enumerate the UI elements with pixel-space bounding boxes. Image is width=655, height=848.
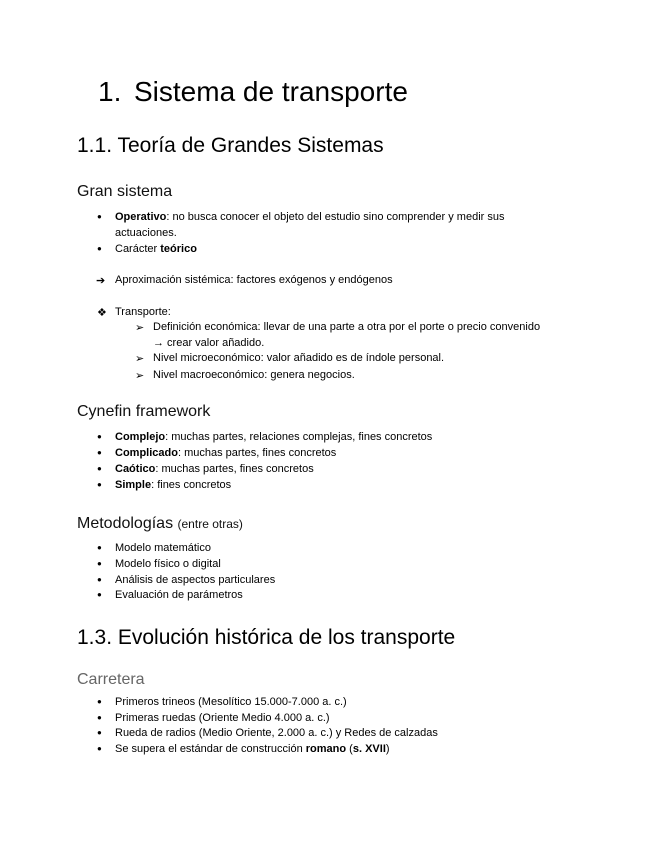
transporte-label: Transporte: bbox=[115, 306, 171, 318]
list-item: Primeros trineos (Mesolítico 15.000-7.000 a. c.) bbox=[115, 696, 347, 708]
list-item-continuation: actuaciones. bbox=[115, 227, 177, 239]
sub-list-item: Nivel microeconómico: valor añadido es de índole personal. bbox=[153, 352, 445, 364]
sub-list-item: Definición económica: llevar de una parte a otra por el porte o precio convenido bbox=[153, 321, 541, 333]
item-text: Carácter bbox=[115, 243, 161, 255]
gran-sistema-heading: Gran sistema bbox=[77, 183, 173, 200]
title-number: 1. bbox=[98, 76, 122, 107]
item-text: ) bbox=[385, 743, 390, 755]
item-text: : no busca conocer el objeto del estudio sino comprender y medir sus bbox=[166, 211, 505, 223]
arrowhead-icon: ➢ bbox=[135, 353, 145, 365]
item-text: : fines concretos bbox=[151, 479, 232, 491]
list-item: Rueda de radios (Medio Oriente, 2.000 a. c.) y Redes de calzadas bbox=[115, 727, 438, 739]
bullet-icon: ● bbox=[97, 744, 102, 753]
term-teorico: teórico bbox=[160, 243, 197, 255]
term: Simple bbox=[115, 479, 152, 491]
term: Caótico bbox=[115, 463, 156, 475]
list-item: Primeras ruedas (Oriente Medio 4.000 a. c.) bbox=[115, 712, 330, 724]
term-romano: romano bbox=[305, 743, 347, 755]
list-item: Modelo físico o digital bbox=[115, 558, 221, 570]
bullet-icon: ● bbox=[97, 697, 102, 706]
heading-text: Metodologías bbox=[77, 515, 174, 532]
sub-list-item-continuation: → crear valor añadido. bbox=[153, 337, 265, 349]
carretera-heading: Carretera bbox=[77, 671, 145, 688]
bullet-icon: ● bbox=[97, 432, 102, 441]
list-item: Modelo matemático bbox=[115, 542, 211, 554]
arrow-icon: ➔ bbox=[96, 275, 106, 287]
sub-list-item: Nivel macroeconómico: genera negocios. bbox=[153, 369, 355, 381]
diamond-icon: ❖ bbox=[97, 307, 107, 319]
list-item: Análisis de aspectos particulares bbox=[115, 574, 276, 586]
bullet-icon: ● bbox=[97, 480, 102, 489]
term: Complejo bbox=[115, 431, 166, 443]
term: Complicado bbox=[115, 447, 178, 459]
bullet-icon: ● bbox=[97, 728, 102, 737]
item-text: : muchas partes, relaciones complejas, fines concretos bbox=[165, 431, 433, 443]
document-title bbox=[98, 76, 408, 108]
list-item bbox=[115, 243, 197, 255]
term-siglo: s. XVII bbox=[352, 743, 386, 755]
item-text: Se supera el estándar de construcción bbox=[115, 743, 306, 755]
list-item bbox=[115, 743, 390, 755]
bullet-icon: ● bbox=[97, 543, 102, 552]
item-text: : muchas partes, fines concretos bbox=[177, 447, 337, 459]
list-item bbox=[115, 447, 336, 459]
bullet-icon: ● bbox=[97, 244, 102, 253]
title-text: Sistema de transporte bbox=[134, 76, 408, 107]
list-item: Evaluación de parámetros bbox=[115, 589, 243, 601]
list-item bbox=[115, 211, 505, 223]
arrowhead-icon: ➢ bbox=[135, 370, 145, 382]
list-item bbox=[115, 479, 231, 491]
heading-note: (entre otras) bbox=[177, 517, 243, 531]
bullet-icon: ● bbox=[97, 464, 102, 473]
arrowhead-icon: ➢ bbox=[135, 322, 145, 334]
term-operativo: Operativo bbox=[115, 211, 167, 223]
bullet-icon: ● bbox=[97, 448, 102, 457]
bullet-icon: ● bbox=[97, 575, 102, 584]
list-item bbox=[115, 463, 314, 475]
bullet-icon: ● bbox=[97, 590, 102, 599]
list-item bbox=[115, 431, 432, 443]
cynefin-heading: Cynefin framework bbox=[77, 403, 211, 420]
section-1-3-heading: 1.3. Evolución histórica de los transporte bbox=[77, 626, 456, 649]
bullet-icon: ● bbox=[97, 713, 102, 722]
item-text: ( bbox=[346, 743, 353, 755]
bullet-icon: ● bbox=[97, 559, 102, 568]
arrow-list-item: Aproximación sistémica: factores exógenos y endógenos bbox=[115, 274, 393, 286]
metodologias-heading bbox=[77, 515, 243, 533]
bullet-icon: ● bbox=[97, 212, 102, 221]
section-1-1-heading: 1.1. Teoría de Grandes Sistemas bbox=[77, 134, 384, 157]
item-text: : muchas partes, fines concretos bbox=[155, 463, 314, 475]
